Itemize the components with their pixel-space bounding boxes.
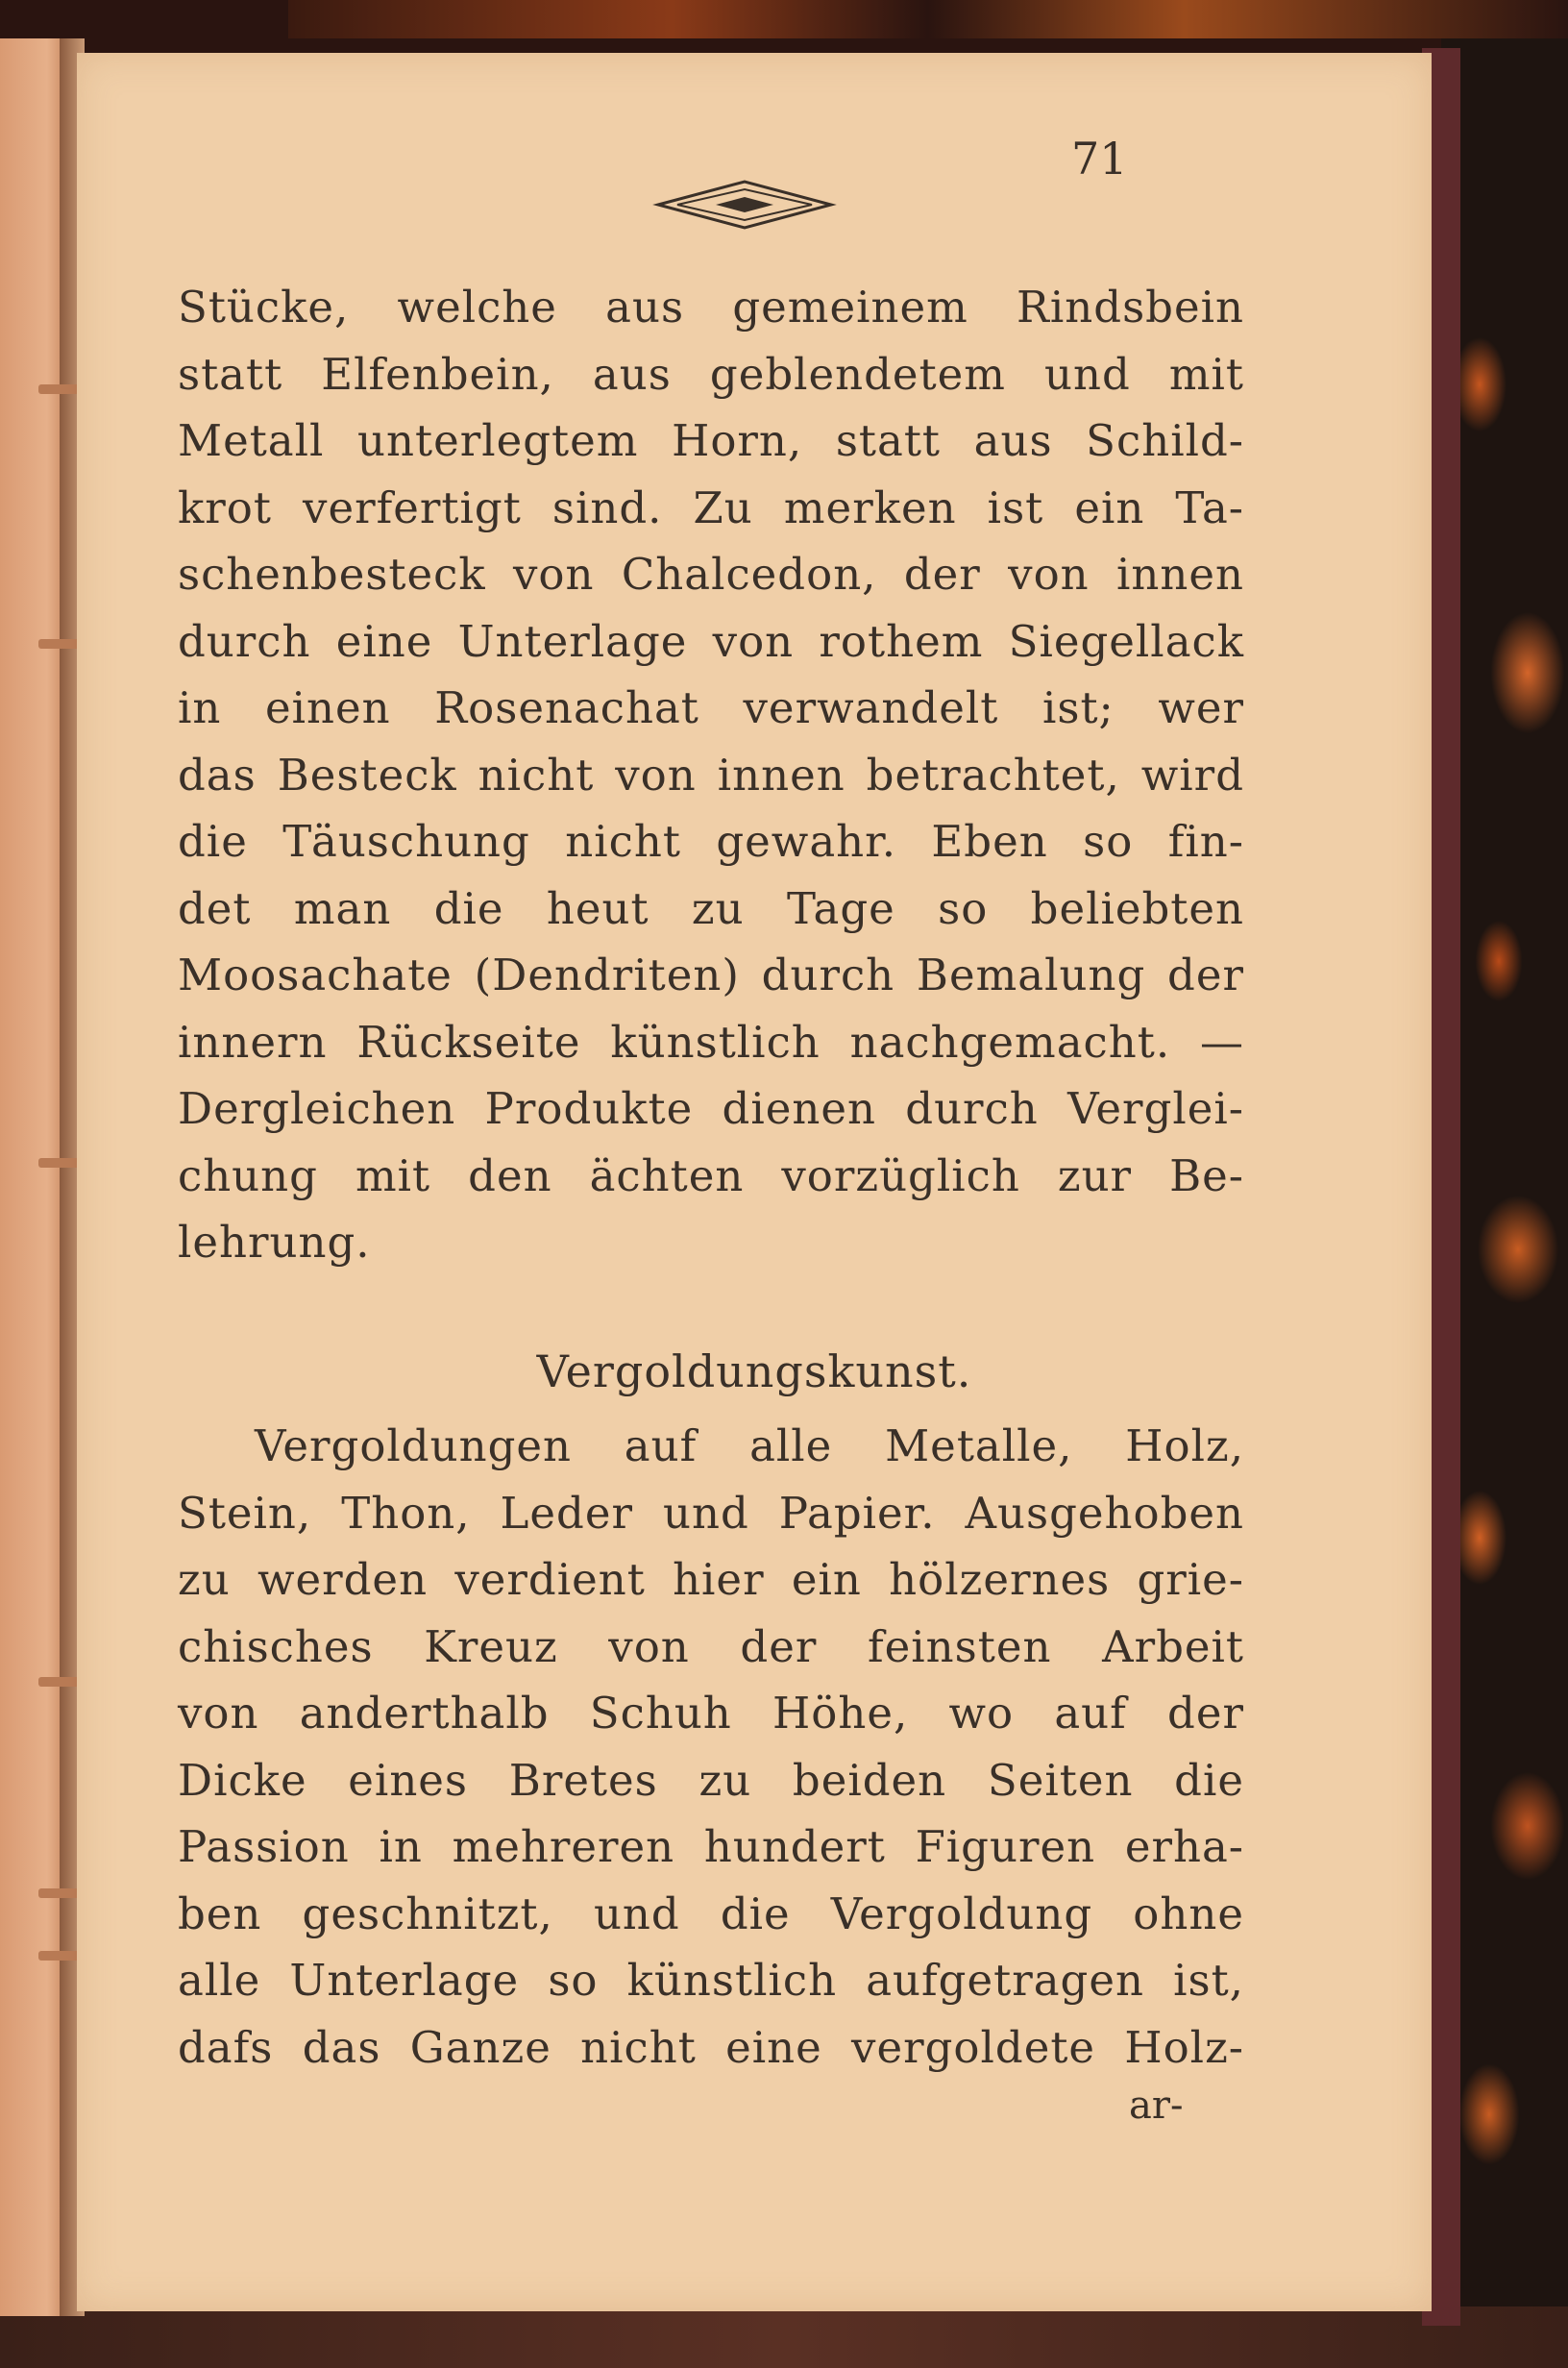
section-heading: Vergoldungskunst. [536,1345,972,1397]
paragraph-1 [178,274,1244,1276]
text-line: chisches Kreuz von der feinsten Arbeit [178,1620,1244,1672]
text-line: die Täuschung nicht gewahr. Eben so fin- [178,816,1244,867]
facing-page-edge [0,38,67,2316]
cover-top-edge [288,0,1568,38]
text-line: alle Unterlage so künstlich aufgetragen ist, [178,1955,1244,2006]
text-line: von anderthalb Schuh Höhe, wo auf der [178,1688,1244,1739]
text-line: zu werden verdient hier ein hölzernes grie- [178,1554,1244,1605]
text-line: Stein, Thon, Leder und Papier. Ausgehoben [178,1487,1244,1539]
text-line: Dicke eines Bretes zu beiden Seiten die [178,1754,1244,1806]
diamond-ornament-icon [649,178,841,232]
text-line: ben geschnitzt, und die Vergoldung ohne [178,1887,1244,1939]
text-line: Moosachate (Dendriten) durch Bemalung der [178,950,1244,1000]
text-line: in einen Rosenachat verwandelt ist; wer [178,682,1244,733]
page-number: 71 [1071,133,1128,185]
text-line: Stücke, welche aus gemeinem Rindsbein [178,282,1244,333]
text-line: statt Elfenbein, aus geblendetem und mit [178,348,1244,400]
text-line: Passion in mehreren hundert Figuren erha- [178,1821,1244,1872]
paragraph-2 [178,1413,1244,2081]
text-line: lehrung. [178,1217,371,1268]
text-line: Vergoldungen auf alle Metalle, Holz, [255,1420,1244,1471]
text-line: durch eine Unterlage von rothem Siegellack [178,615,1244,667]
text-line: innern Rückseite künstlich nachgemacht. — [178,1016,1244,1068]
text-line: dafs das Ganze nicht eine vergoldete Holz- [178,2021,1244,2073]
cover-bottom-edge [0,2306,1568,2368]
text-line: det man die heut zu Tage so beliebten [178,882,1244,934]
text-line: Dergleichen Produkte dienen durch Verglei- [178,1083,1244,1134]
text-line: schenbesteck von Chalcedon, der von innen [178,549,1244,600]
text-line: Metall unterlegtem Horn, statt aus Schild- [178,415,1244,466]
text-line: krot verfertigt sind. Zu merken ist ein Ta- [178,481,1244,533]
text-line: das Besteck nicht von innen betrachtet, wird [178,749,1244,801]
text-line: chung mit den ächten vorzüglich zur Be- [178,1149,1244,1201]
catchword: ar- [1129,2084,1184,2128]
